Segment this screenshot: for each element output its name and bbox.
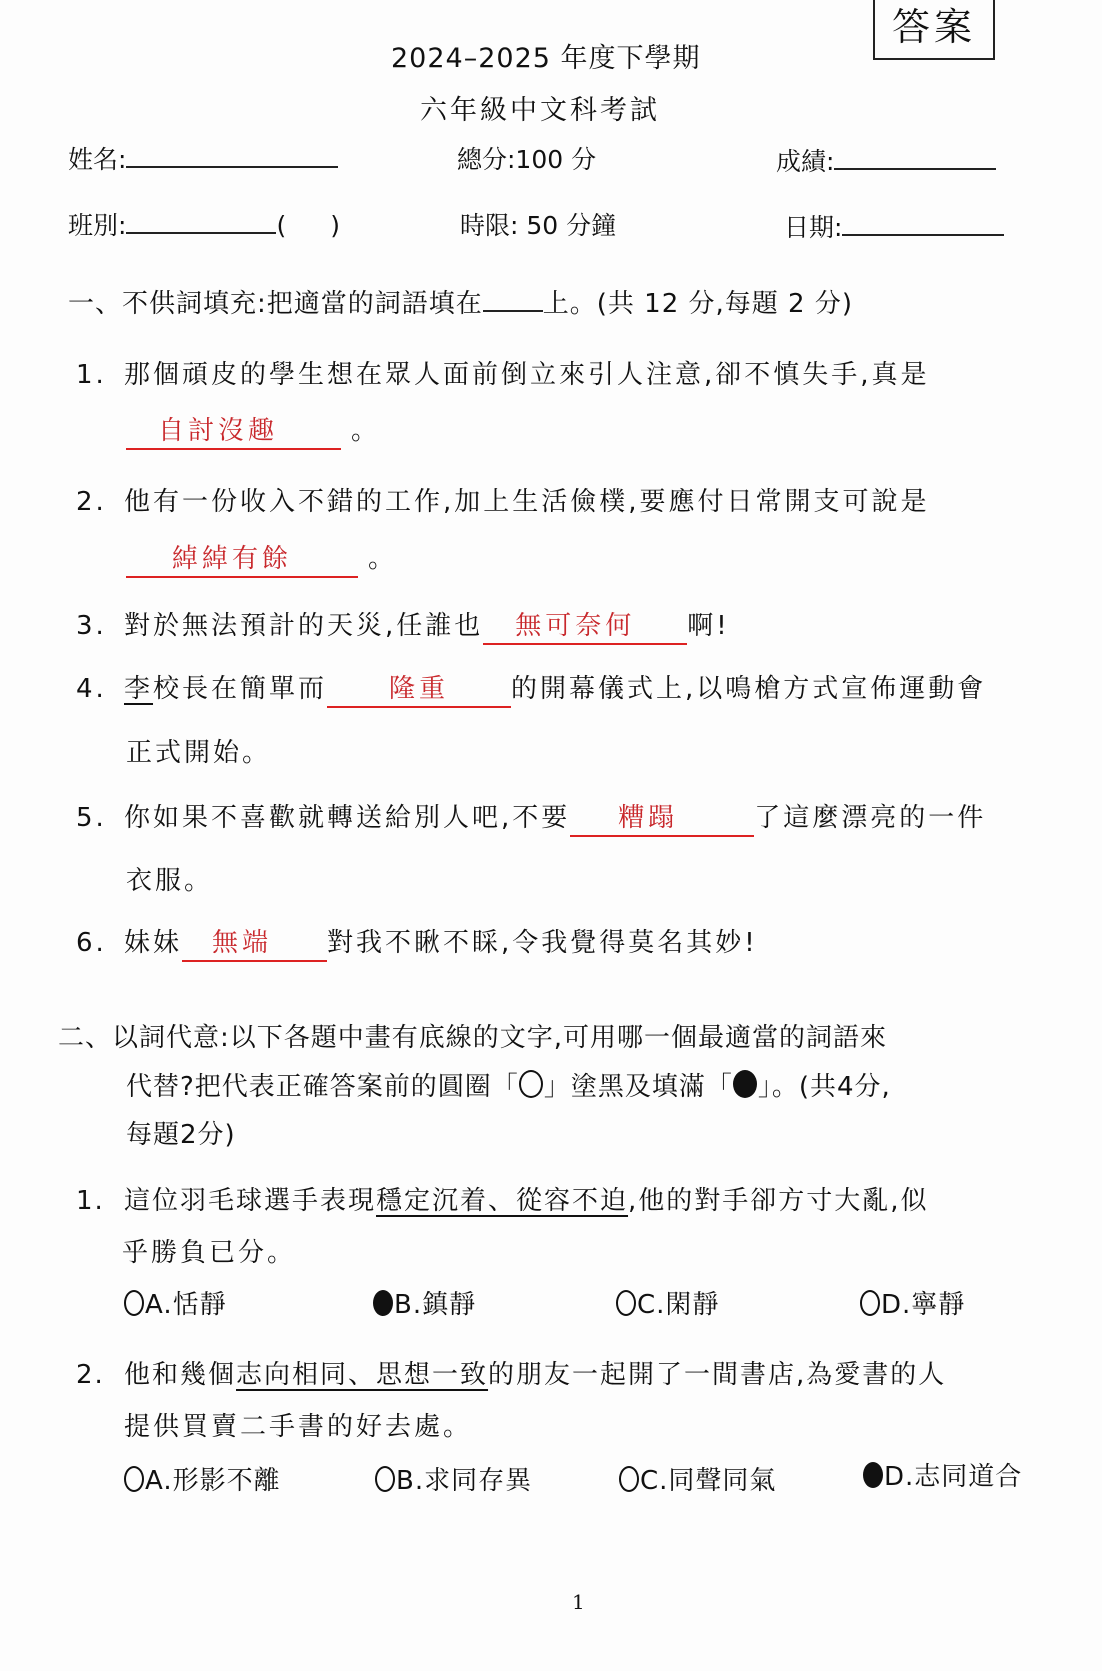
radio-empty-icon[interactable] bbox=[616, 1290, 636, 1316]
answer-field[interactable]: 無端 bbox=[182, 926, 327, 962]
answer-field[interactable]: 隆重 bbox=[327, 672, 511, 708]
s1-question-5: 5. 你如果不喜歡就轉送給別人吧,不要 糟蹋 了這麼漂亮的一件 bbox=[76, 797, 986, 837]
name-field bbox=[68, 140, 338, 176]
s2-question-2-cont: 提供買賣二手書的好去處。 bbox=[124, 1412, 473, 1442]
section2-heading-line1: 二、以詞代意:以下各題中畫有底線的文字,可用哪一個最適當的詞語來 bbox=[58, 1023, 888, 1053]
radio-empty-icon[interactable] bbox=[124, 1466, 144, 1492]
grade-blank[interactable] bbox=[834, 167, 996, 170]
date-field bbox=[784, 208, 1004, 244]
answer-key-stamp: 答案 bbox=[873, 0, 995, 60]
class-field: 班別: ( ) bbox=[68, 211, 340, 240]
radio-filled-icon[interactable] bbox=[373, 1290, 393, 1316]
radio-empty-icon[interactable] bbox=[860, 1290, 880, 1316]
s1-question-4-cont: 正式開始。 bbox=[126, 738, 272, 768]
option-a[interactable]: A.形影不離 bbox=[124, 1460, 281, 1497]
option-d[interactable]: D.寧靜 bbox=[860, 1284, 965, 1321]
total-score: 總分:100 分 bbox=[457, 145, 597, 174]
underlined-phrase: 志向相同、思想一致 bbox=[236, 1360, 489, 1390]
class-label: 班別: bbox=[68, 211, 127, 240]
class-blank[interactable] bbox=[126, 231, 276, 234]
s2-question-2: 2. 他和幾個志向相同、思想一致的朋友一起開了一間書店,為愛書的人 bbox=[76, 1360, 947, 1390]
s1-question-1: 1. 那個頑皮的學生想在眾人面前倒立來引人注意,卻不慎失手,真是 bbox=[76, 360, 930, 390]
option-b[interactable]: B.求同存異 bbox=[375, 1460, 532, 1497]
s1-question-3: 3. 對於無法預計的天災,任誰也 無可奈何 啊! bbox=[76, 605, 730, 645]
empty-circle-icon bbox=[519, 1070, 543, 1098]
radio-empty-icon[interactable] bbox=[124, 1290, 144, 1316]
s1-answer-1-line: 自討沒趣 。 bbox=[126, 410, 380, 450]
answer-field[interactable]: 綽綽有餘 bbox=[126, 542, 358, 578]
name-blank[interactable] bbox=[126, 165, 338, 168]
s2-question-1-cont: 乎勝負已分。 bbox=[122, 1238, 297, 1268]
example-blank bbox=[483, 309, 543, 312]
option-d[interactable]: D.志同道合 bbox=[863, 1456, 1022, 1493]
date-label: 日期: bbox=[784, 213, 843, 242]
proper-noun-underline: 李 bbox=[124, 674, 154, 704]
radio-empty-icon[interactable] bbox=[619, 1466, 639, 1492]
page-number: 1 bbox=[572, 1590, 585, 1614]
option-a[interactable]: A.恬靜 bbox=[124, 1284, 227, 1321]
s1-question-4: 4. 李校長在簡單而 隆重 的開幕儀式上,以鳴槍方式宣佈運動會 bbox=[76, 668, 986, 708]
section2-heading-line2: 代替?把代表正確答案前的圓圈「 」塗黑及填滿「 」。(共4分, bbox=[126, 1072, 891, 1102]
section2-heading-line3: 每題2分) bbox=[126, 1120, 236, 1150]
s2-question-1: 1. 這位羽毛球選手表現穩定沉着、從容不迫,他的對手卻方寸大亂,似 bbox=[76, 1186, 929, 1216]
answer-field[interactable]: 無可奈何 bbox=[483, 609, 687, 645]
option-c[interactable]: C.閑靜 bbox=[616, 1284, 719, 1321]
date-blank[interactable] bbox=[842, 233, 1004, 236]
term-title: 2024–2025 年度下學期 bbox=[391, 43, 701, 74]
radio-filled-icon[interactable] bbox=[863, 1462, 883, 1488]
grade-field bbox=[776, 142, 996, 178]
s1-answer-2-line: 綽綽有餘 。 bbox=[126, 538, 397, 578]
time-limit: 時限: 50 分鐘 bbox=[460, 211, 617, 240]
s1-question-5-cont: 衣服。 bbox=[126, 866, 214, 896]
section1-heading: 一、不供詞填充:把適當的詞語填在 上。(共 12 分,每題 2 分) bbox=[68, 289, 854, 319]
name-label: 姓名: bbox=[68, 145, 127, 174]
option-c[interactable]: C.同聲同氣 bbox=[619, 1460, 776, 1497]
filled-circle-icon bbox=[733, 1070, 757, 1098]
underlined-phrase: 穩定沉着、從容不迫 bbox=[376, 1186, 629, 1216]
s1-question-6: 6. 妹妹 無端 對我不瞅不睬,令我覺得莫名其妙! bbox=[76, 922, 758, 962]
s1-question-2: 2. 他有一份收入不錯的工作,加上生活儉樸,要應付日常開支可說是 bbox=[76, 487, 930, 517]
answer-field[interactable]: 自討沒趣 bbox=[126, 414, 341, 450]
answer-field[interactable]: 糟蹋 bbox=[570, 801, 754, 837]
radio-empty-icon[interactable] bbox=[375, 1466, 395, 1492]
grade-label: 成績: bbox=[776, 147, 835, 176]
option-b[interactable]: B.鎮靜 bbox=[373, 1284, 476, 1321]
exam-title: 六年級中文科考試 bbox=[420, 95, 660, 126]
